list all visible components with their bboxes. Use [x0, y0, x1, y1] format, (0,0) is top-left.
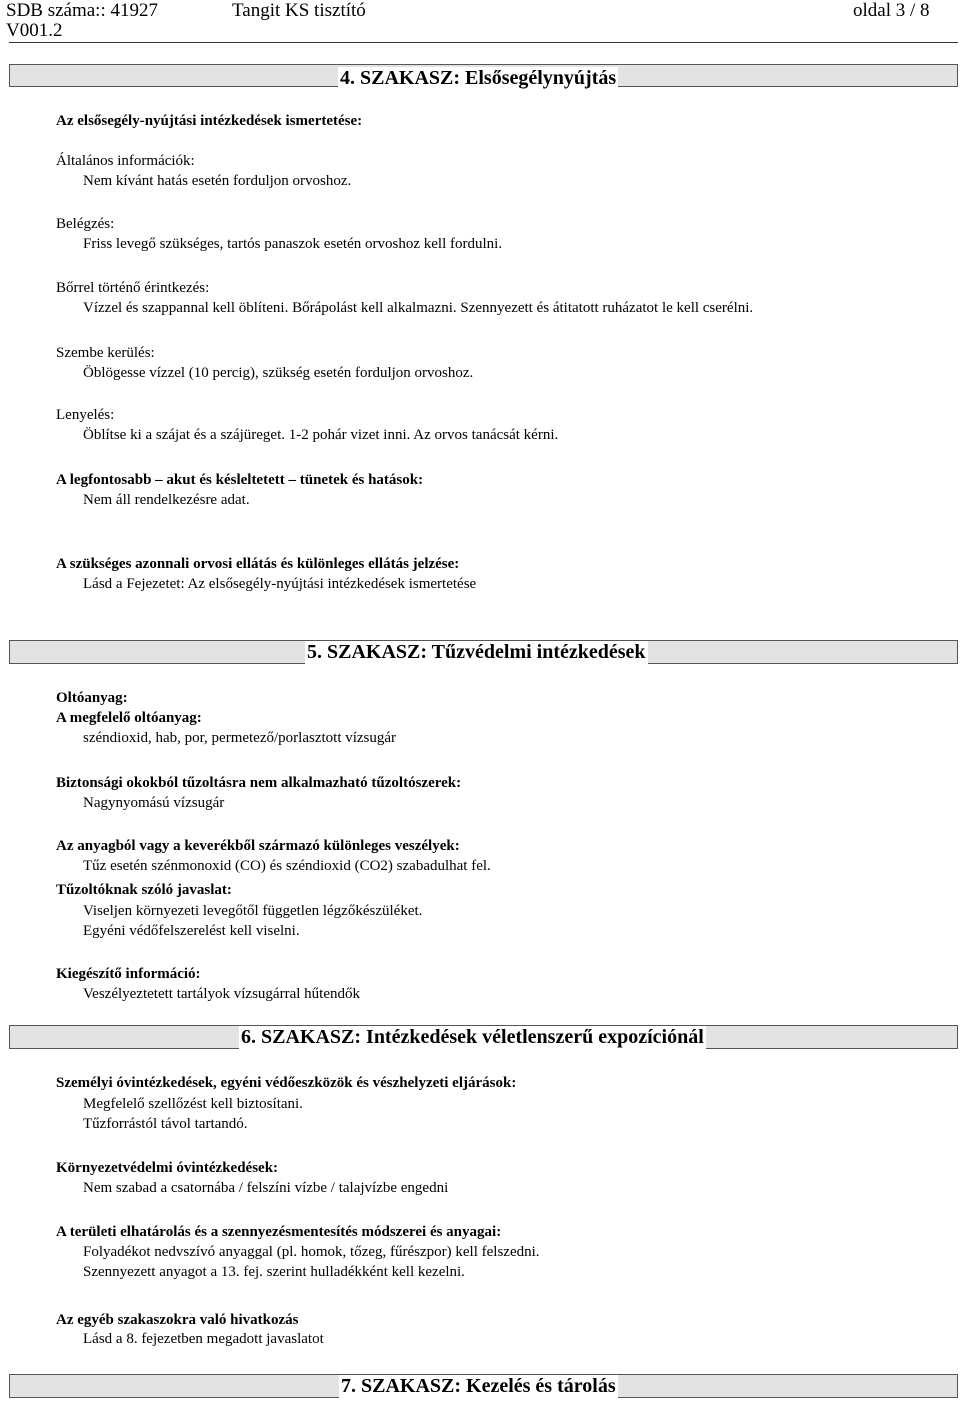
- section-7-bar: [9, 1374, 958, 1398]
- section-6-bar: [9, 1025, 958, 1049]
- section-5-bar: [9, 640, 958, 664]
- environmental-precautions-heading: Környezetvédelmi óvintézkedések:: [56, 1160, 279, 1176]
- unsuitable-media-heading: Biztonsági okokból tűzoltásra nem alkalmazható tűzoltószerek:: [56, 775, 462, 791]
- general-info-text: Nem kívánt hatás esetén forduljon orvoshoz.: [83, 173, 352, 189]
- version-label: V001.2: [6, 20, 63, 41]
- inhalation-label: Belégzés:: [56, 216, 115, 232]
- ingestion-text: Öblítse ki a szájat és a szájüreget. 1-2 pohár vizet inni. Az orvos tanácsát kérni.: [83, 427, 559, 443]
- personal-precautions-line-2: Tűzforrástól távol tartandó.: [83, 1116, 248, 1132]
- skin-contact-label: Bőrrel történő érintkezés:: [56, 280, 210, 296]
- reference-heading: Az egyéb szakaszokra való hivatkozás: [56, 1312, 299, 1328]
- firefighters-heading: Tűzoltóknak szóló javaslat:: [56, 882, 232, 898]
- extinguishing-media-heading: Oltóanyag:: [56, 690, 128, 706]
- medical-attention-heading: A szükséges azonnali orvosi ellátás és különleges ellátás jelzése:: [56, 556, 460, 572]
- suitable-media-heading: A megfelelő oltóanyag:: [56, 710, 202, 726]
- special-hazards-heading: Az anyagból vagy a keverékből származó különleges veszélyek:: [56, 838, 460, 854]
- medical-attention-text: Lásd a Fejezetet: Az elsősegély-nyújtási intézkedések ismertetése: [83, 576, 477, 592]
- symptoms-text: Nem áll rendelkezésre adat.: [83, 492, 250, 508]
- sds-number: SDB száma:: 41927: [6, 0, 158, 21]
- environmental-precautions-text: Nem szabad a csatornába / felszíni vízbe / talajvízbe engedni: [83, 1180, 449, 1196]
- additional-info-heading: Kiegészítő információ:: [56, 966, 201, 982]
- special-hazards-text: Tűz esetén szénmonoxid (CO) és széndioxid (CO2) szabadulhat fel.: [83, 858, 491, 874]
- firefighters-line-2: Egyéni védőfelszerelést kell viselni.: [83, 923, 300, 939]
- page-number: oldal 3 / 8: [853, 0, 930, 21]
- skin-contact-text: Vízzel és szappannal kell öblíteni. Bőrápolást kell alkalmazni. Szennyezett és átitatott ruházatot le kell cserélni.: [83, 300, 754, 316]
- section-7-title: 7. SZAKASZ: Kezelés és tárolás: [341, 1375, 616, 1397]
- eye-contact-text: Öblögesse vízzel (10 percig), szükség esetén forduljon orvoshoz.: [83, 365, 474, 381]
- product-name: Tangit KS tisztító: [232, 0, 366, 21]
- general-info-label: Általános információk:: [56, 153, 195, 169]
- unsuitable-media-text: Nagynyomású vízsugár: [83, 795, 225, 811]
- symptoms-heading: A legfontosabb – akut és késleltetett – tünetek és hatások:: [56, 472, 424, 488]
- containment-line-2: Szennyezett anyagot a 13. fej. szerint hulladékként kell kezelni.: [83, 1264, 465, 1280]
- section-4-bar: [9, 64, 958, 87]
- section-4-title: 4. SZAKASZ: Elsősegélynyújtás: [340, 67, 617, 89]
- inhalation-text: Friss levegő szükséges, tartós panaszok esetén orvoshoz kell fordulni.: [83, 236, 503, 252]
- ingestion-label: Lenyelés:: [56, 407, 115, 423]
- section-6-title: 6. SZAKASZ: Intézkedések véletlenszerű expozíciónál: [241, 1026, 704, 1048]
- header-divider: [9, 42, 958, 43]
- containment-heading: A területi elhatárolás és a szennyezésmentesítés módszerei és anyagai:: [56, 1224, 502, 1240]
- additional-info-text: Veszélyeztetett tartályok vízsugárral hűtendők: [83, 986, 360, 1002]
- suitable-media-text: széndioxid, hab, por, permetező/porlasztott vízsugár: [83, 730, 397, 746]
- first-aid-intro-heading: Az elsősegély-nyújtási intézkedések ismertetése:: [56, 113, 363, 129]
- personal-precautions-line-1: Megfelelő szellőzést kell biztosítani.: [83, 1096, 303, 1112]
- reference-text: Lásd a 8. fejezetben megadott javaslatot: [83, 1331, 324, 1347]
- containment-line-1: Folyadékot nedvszívó anyaggal (pl. homok, tőzeg, fűrészpor) kell felszedni.: [83, 1244, 540, 1260]
- firefighters-line-1: Viseljen környezeti levegőtől független légzőkészüléket.: [83, 903, 423, 919]
- eye-contact-label: Szembe kerülés:: [56, 345, 155, 361]
- section-5-title: 5. SZAKASZ: Tűzvédelmi intézkedések: [307, 641, 646, 663]
- personal-precautions-heading: Személyi óvintézkedések, egyéni védőeszközök és vészhelyzeti eljárások:: [56, 1075, 517, 1091]
